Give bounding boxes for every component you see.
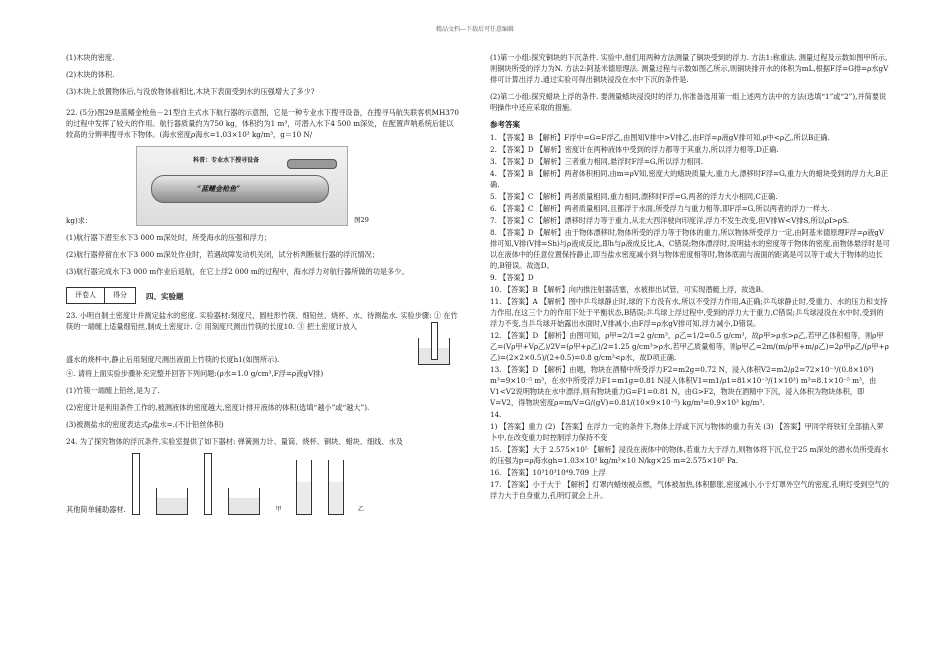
section-heading-row bbox=[66, 283, 460, 310]
left-column bbox=[66, 52, 460, 518]
answer-16: 16. 【答案】10³10³10⁴9.709 上浮 bbox=[490, 468, 606, 477]
answer-2: 2. 【答案】D 【解析】密度计在两种液体中受到的浮力都等于其重力,所以浮力相等,D正确. bbox=[490, 145, 779, 154]
answer-11: 11. 【答案】A 【解析】图中乒乓球静止时,球的下方没有水,所以不受浮力作用,A正确;乒乓球静止时,受重力、水的压力和支持力作用,在这三个力的作用下处于平衡状态,B错误;乒乓球上浮过程中,受到的浮力大于重力,C错误;乒乓球浸没在水中时,受到的浮力不变,当乒乓球开始露出水面时,V排减小,由F浮=ρ水gV排可知,浮力减小,D错误。 bbox=[490, 297, 888, 328]
answer-7: 7. 【答案】C 【解析】漂移时浮力等于重力,从北大西洋驶向印度洋,浮力不发生改变,但V排W<V排S,所以ρI>ρS. bbox=[490, 216, 850, 225]
beaker-b bbox=[228, 488, 260, 515]
spring-scale-stand-2 bbox=[204, 453, 212, 515]
answer-3: 3. 【答案】D 【解析】三者重力相同,悬浮时F浮=G,所以浮力相同. bbox=[490, 157, 704, 166]
score-table bbox=[66, 287, 136, 304]
cylinder-a bbox=[296, 460, 312, 515]
label-yi: 乙 bbox=[357, 506, 364, 513]
q22-kg-text: kg)求： bbox=[66, 216, 93, 225]
right-column bbox=[490, 52, 890, 502]
answer-13: 13. 【答案】D 【解析】由题，物块在酒精中所受浮力F2=m2g=0.72 N，浸入体积V2=m2/ρ2=72×10⁻³/(0.8×10³) m³=9×10⁻⁵ m³，在水中所受浮力F1=m1g=0.81 N浸入体积V1=m1/ρ1=81×10⁻³/(1×10³) m³=8.1×10⁻⁵ m³，由V1<V2说明物块在水中漂浮,则有物块重力G=F1=0.81 N，由G>F2，物块在酒精中下沉，浸入体积为物块体积，即V=V2，得物块密度ρ=m/V=G/(gV)=0.81/(10×9×10⁻⁵) kg/m³=0.9×10³ kg/m³. bbox=[490, 365, 877, 407]
figure-label: 图29 bbox=[354, 216, 369, 224]
page-header: 精品文档---下载后可任意编辑 bbox=[435, 26, 515, 33]
spring-scale-stand-1 bbox=[132, 453, 140, 515]
answers-heading: 参考答案 bbox=[490, 120, 520, 129]
q24-intro: 24. 为了探究物体的浮沉条件,实验室提供了如下器材: 弹簧测力计、量筒、烧杯、铜块、蜡块、细线、水及 bbox=[66, 437, 403, 446]
q21-item-3: (3)木块上放置物体后,与没放物体前相比,木块下表面受到水的压强增大了多少? bbox=[66, 87, 315, 96]
label-jia: 甲 bbox=[275, 506, 282, 513]
submarine-antenna bbox=[287, 159, 337, 169]
q23-intro: 23. 小明自制土密度计并测定盐水的密度. 实验器材:刻度尺、圆柱形竹筷、细铅丝、烧杯、水、待测盐水. 实验步骤: ① 在竹筷的一端缠上适量细铅丝,制成土密度计. ② 用刻度尺测出竹筷的长度10. ③ 把土密度计放入 bbox=[66, 311, 458, 331]
q23-apparatus-row bbox=[66, 338, 460, 365]
beaker-a-liquid bbox=[157, 498, 187, 514]
q24-apparatus-row bbox=[66, 453, 460, 515]
q21-item-2: (2)木块的体积. bbox=[66, 70, 115, 79]
score-table-score: 得分 bbox=[105, 288, 136, 304]
beaker-b-liquid bbox=[229, 498, 259, 514]
score-table-reviewer: 评卷人 bbox=[67, 288, 105, 304]
answer-14: 14. bbox=[490, 410, 502, 419]
q21-item-1: (1)木块的密度. bbox=[66, 53, 115, 62]
q22-item-1: (1)航行器下潜至水下3 000 m深处时，所受海水的压强和浮力； bbox=[66, 233, 272, 242]
section-heading: 四、实验题 bbox=[146, 292, 184, 301]
q24-tail: 其他简单辅助器材. bbox=[66, 505, 126, 514]
q22-figure-row bbox=[66, 146, 460, 226]
figure-caption-text: 科普：专业水下搜寻设备 bbox=[193, 157, 260, 164]
answer-17: 17. 【答案】小于大于 【解析】灯罩内蜡烛被点燃，气体被加热,体积膨胀,密度减小,小于灯罩外空气的密度,孔明灯受到空气的浮力大于自身重力,孔明灯就会上升。 bbox=[490, 480, 889, 500]
answer-14-sub: 1) 【答案】重力 (2) 【答案】在浮力一定的条件下,物体上浮或下沉与物体的重力有关 (3) 【答案】甲同学将铁钉全部插入萝卜中,在改变重力时控制浮力保持不变 bbox=[490, 422, 884, 442]
q23-item-2: (2)密度计是利用条件工作的,被测液体的密度越大,密度计排开液体的体积(选填“越小”或“越大”). bbox=[66, 403, 370, 412]
q22-item-2: (2)航行器停留在水下3 000 m深处作业时，若遇故障发动机关闭，试分析判断航行器的浮沉情况； bbox=[66, 250, 379, 259]
answer-6: 6. 【答案】C 【解析】两者质量相同,且都浮于水面,所受浮力与重力相等,即F浮=G,所以两者的浮力一样大. bbox=[490, 204, 830, 213]
q23-step4: ④. 请将上面实验步骤补充完整并回答下列问题:(ρ水=1.0 g/cm³,F浮=ρ液gV排) bbox=[66, 369, 324, 378]
chopstick-densimeter bbox=[431, 322, 438, 360]
q22-intro: 22. (5分)图29是蓝鳍金枪鱼－21型自主式水下航行器的示意图，它是一种专业水下搜寻设备，在搜寻马航失联客机MH370的过程中发挥了较大的作用。航行器质量约为750 kg，体积约为1 m³，可潜入水下4 500 m深处，在配置声呐系统后能以较高的分辨率搜寻水下物体。(海水密度ρ海水=1.03×10³ kg/m³，g＝10 N/ bbox=[66, 108, 459, 139]
answer-5: 5. 【答案】C 【解析】两者质量相同,重力相同,漂移时F浮=G,两者的浮力大小相同,C正确. bbox=[490, 192, 778, 201]
beaker-figure bbox=[418, 338, 450, 365]
q23-item-3: (3)被测盐水的密度表达式ρ盐水=.(不计铅丝体积) bbox=[66, 420, 224, 429]
answer-12: 12. 【答案】D 【解析】由图可知，ρ甲=2/1=2 g/cm³，ρ乙=1/2=0.5 g/cm³，故ρ甲>ρ水>ρ乙,若甲乙体积相等，则ρ甲乙=(Vρ甲+Vρ乙)/2V=(ρ甲+ρ乙)/2=1.25 g/cm³>ρ水,若甲乙质量相等，则ρ甲乙=2m/(m/ρ甲+m/ρ乙)=2ρ甲ρ乙/(ρ甲+ρ乙)=(2×2×0.5)/(2+0.5)=0.8 g/cm³<ρ水，故D项正确. bbox=[490, 331, 889, 362]
cylinder-b bbox=[328, 460, 344, 515]
q23-item-1: (1)竹筷一端缠上铅丝,是为了. bbox=[66, 386, 160, 395]
answer-8: 8. 【答案】D 【解析】由于物体漂移时,物体所受的浮力等于物体的重力,所以物体所受浮力一定,由阿基米德原理F浮=ρ液gV排可知,V排(V排=Sh)与ρ液成反比,即h与ρ液成反比,A、C错误;物体漂浮时,说明盐水的密度等于物体的密度,而物体悬浮时是可以在液体中的任意位置保持静止,即当盐水密度减小到与物体密度相等时,物体底面与液面的距离是可以等于或大于物体的边长的,B错误。故选D。 bbox=[490, 228, 890, 270]
q23-mid-text: 盛水的烧杯中,静止后用刻度尺测出液面上竹筷的长度h1(如图所示). bbox=[66, 355, 280, 364]
submarine-figure bbox=[136, 146, 348, 226]
figure-sign-text: “蓝鳍金枪鱼” bbox=[197, 184, 241, 193]
answer-1: 1. 【答案】B 【解析】F浮中=G=F浮乙,由图知V排中>V排乙,由F浮=ρ液gV排可知,ρ中<ρ乙,所以B正确. bbox=[490, 133, 830, 142]
answer-10: 10. 【答案】B 【解析】向内推注射器活塞，水被排出试管，可实现潜艇上浮，故选B。 bbox=[490, 285, 769, 294]
q24-step-1: (1)第一小组:探究铜块的下沉条件. 实验中,他们用两种方法测量了铜块受到的浮力. 方法1:称重法. 测量过程及示数如图甲所示,则铜块所受的浮力为N. 方法2:阿基米德原理法. 测量过程与示数如图乙所示,则铜块排开水的体积为mL,根据F浮=G排=ρ水gV排可计算出浮力.通过实验可得出铜块浸没在水中下沉的条件是. bbox=[490, 53, 889, 84]
q24-step-2: (2)第二小组:探究蜡块上浮的条件. 要测量蜡块浸没时的浮力,你准备选用第一组上述两方法中的方法(选填“1”或“2”),并简要说明操作中还应采取的措施。 bbox=[490, 92, 887, 112]
beaker-a bbox=[156, 488, 188, 515]
answer-4: 4. 【答案】B 【解析】两者体积相同,由m=ρV知,密度大的蜡块质量大,重力大,漂移时F浮=G,重力大的蜡块受到的浮力大,B正确. bbox=[490, 169, 888, 189]
answer-15: 15. 【答案】大于 2.575×10⁵ 【解析】浸没在液体中的物体,若重力大于浮力,则物体将下沉,位于25 m深处的潜水员所受海水的压强为p=ρ海水gh=1.03×10³ kg/m³×10 N/kg×25 m=2.575×10⁵ Pa. bbox=[490, 445, 889, 465]
answer-9: 9. 【答案】D bbox=[490, 273, 534, 282]
q22-item-3: (3)航行器完成水下3 000 m作业后返航，在它上浮2 000 m的过程中，海水浮力对航行器所做的功是多少。 bbox=[66, 267, 409, 276]
